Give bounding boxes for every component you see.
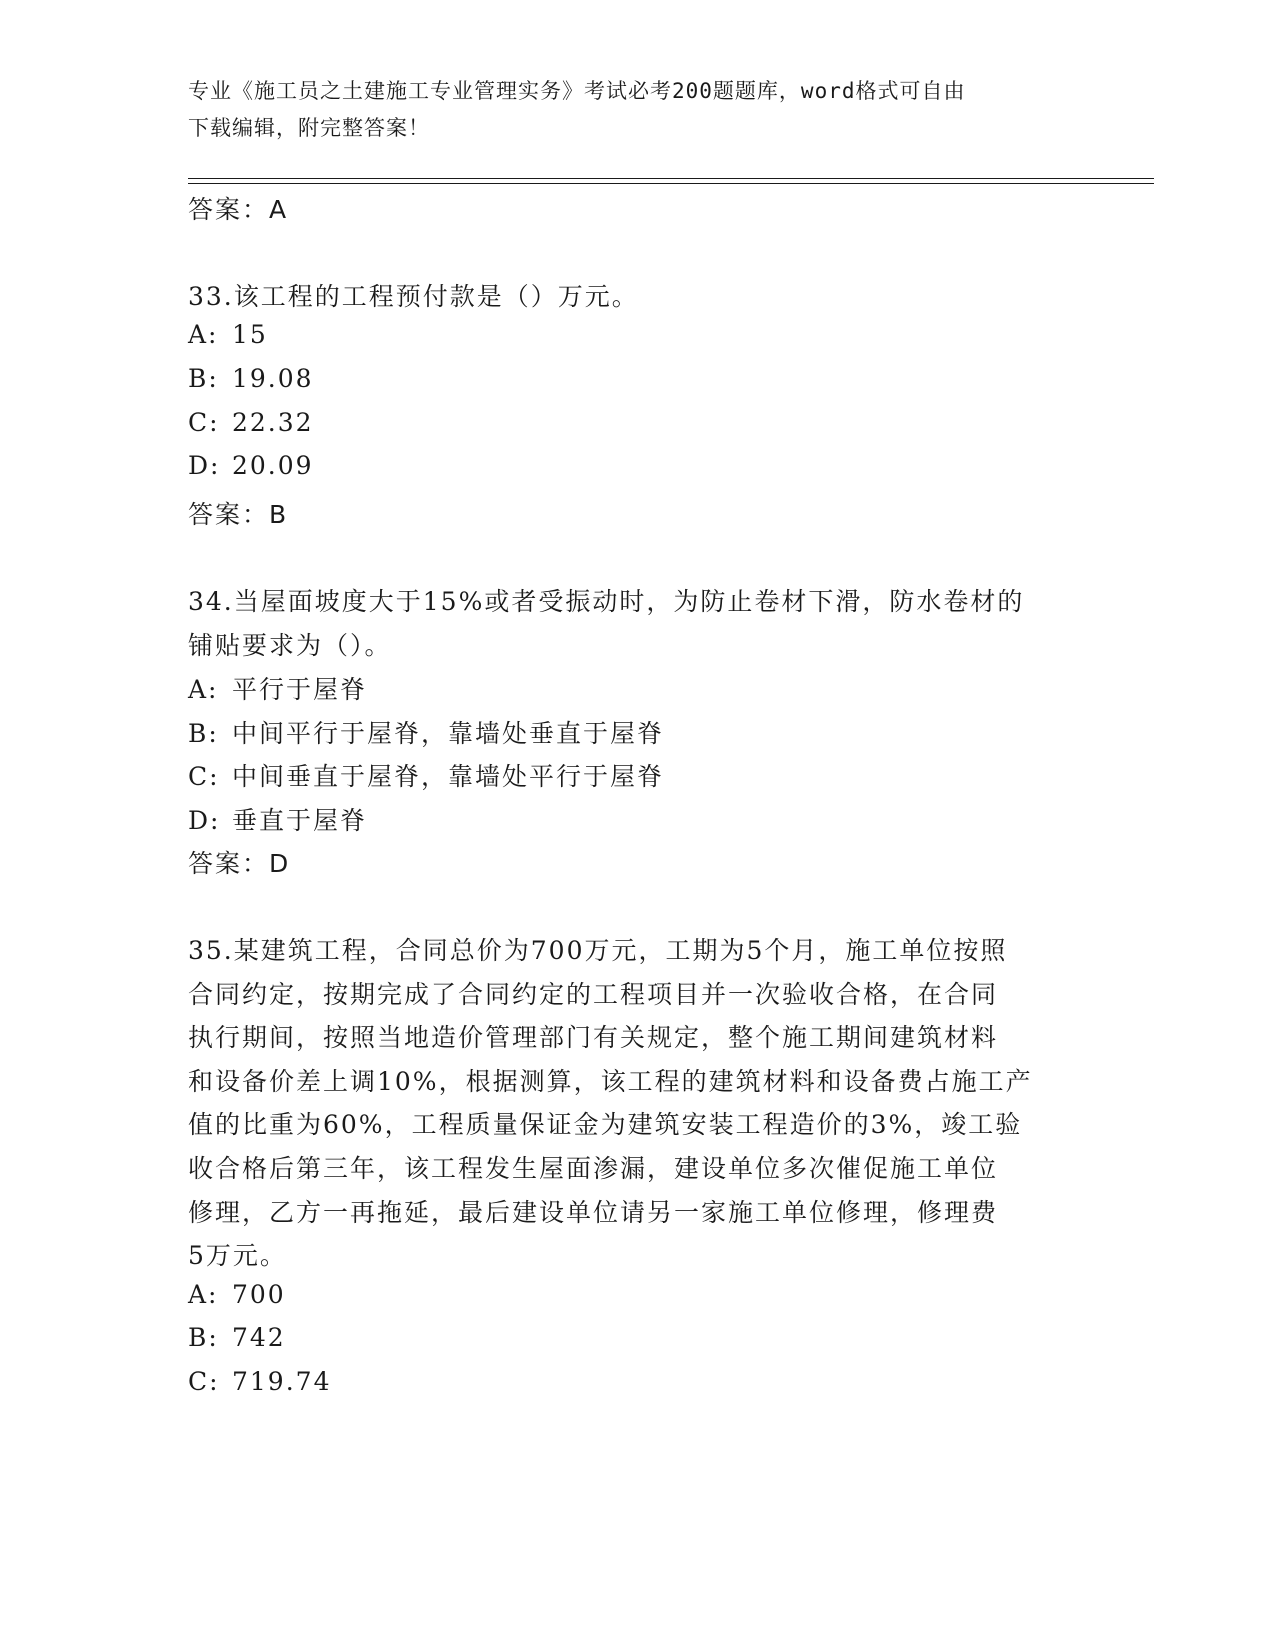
option-text: 垂直于屋脊 [232, 806, 368, 835]
option-text: 742 [232, 1323, 286, 1352]
option-label: B: [188, 719, 219, 748]
answer-32: 答案：A [188, 195, 289, 224]
question-34-option-d [188, 801, 367, 837]
option-label: C: [188, 408, 220, 437]
header-line-2: 下载编辑，附完整答案！ [188, 116, 430, 140]
question-34-option-b [188, 714, 664, 750]
question-35-stem-line-5: 值的比重为60%，工程质量保证金为建筑安装工程造价的3%，竣工验 [188, 1110, 1023, 1139]
option-label: A: [188, 675, 219, 704]
question-34-stem-line-2: 铺贴要求为（）。 [188, 631, 392, 660]
question-33-option-b [188, 364, 314, 393]
option-label: D: [188, 451, 221, 480]
option-label: A: [188, 1280, 219, 1309]
option-label: B: [188, 364, 219, 393]
header-divider-bottom [188, 183, 1154, 184]
question-35-stem-line-2: 合同约定，按期完成了合同约定的工程项目并一次验收合格，在合同 [188, 980, 999, 1009]
question-34-option-c [188, 757, 664, 793]
question-35-option-c [188, 1367, 331, 1396]
option-text: 15 [232, 320, 268, 349]
option-text: 平行于屋脊 [232, 675, 368, 704]
option-text: 中间平行于屋脊，靠墙处垂直于屋脊 [232, 719, 665, 748]
option-text: 700 [232, 1280, 286, 1309]
question-35-stem-line-7: 修理，乙方一再拖延，最后建设单位请另一家施工单位修理，修理费 [188, 1198, 999, 1227]
question-33-stem: 33.该工程的工程预付款是（）万元。 [188, 282, 639, 311]
question-35-stem-line-6: 收合格后第三年，该工程发生屋面渗漏，建设单位多次催促施工单位 [188, 1154, 999, 1183]
question-35-stem-line-1: 35.某建筑工程，合同总价为700万元，工期为5个月，施工单位按照 [188, 936, 1008, 965]
option-text: 22.32 [232, 408, 314, 437]
document-header [188, 73, 1068, 147]
question-35-option-a [188, 1280, 286, 1309]
question-35-option-b [188, 1323, 286, 1352]
option-label: C: [188, 762, 220, 791]
option-label: C: [188, 1367, 220, 1396]
option-label: D: [188, 806, 221, 835]
question-33-option-d [188, 451, 314, 480]
option-label: A: [188, 320, 219, 349]
question-35-stem-line-8: 5万元。 [188, 1241, 287, 1270]
question-33-option-c [188, 408, 314, 437]
option-text: 19.08 [232, 364, 314, 393]
option-text: 20.09 [232, 451, 314, 480]
answer-34: 答案：D [188, 849, 291, 878]
option-text: 719.74 [232, 1367, 332, 1396]
question-34-stem-line-1: 34.当屋面坡度大于15%或者受振动时，为防止卷材下滑，防水卷材的 [188, 587, 1025, 616]
question-34-option-a [188, 670, 367, 706]
header-divider-top [188, 178, 1154, 179]
answer-33: 答案：B [188, 500, 289, 529]
header-line-1: 专业《施工员之土建施工专业管理实务》考试必考200题题库，word格式可自由 [188, 79, 966, 103]
option-text: 中间垂直于屋脊，靠墙处平行于屋脊 [232, 762, 665, 791]
question-33-option-a [188, 320, 268, 349]
option-label: B: [188, 1323, 219, 1352]
question-35-stem-line-4: 和设备价差上调10%，根据测算，该工程的建筑材料和设备费占施工产 [188, 1067, 1033, 1096]
question-35-stem-line-3: 执行期间，按照当地造价管理部门有关规定，整个施工期间建筑材料 [188, 1023, 999, 1052]
